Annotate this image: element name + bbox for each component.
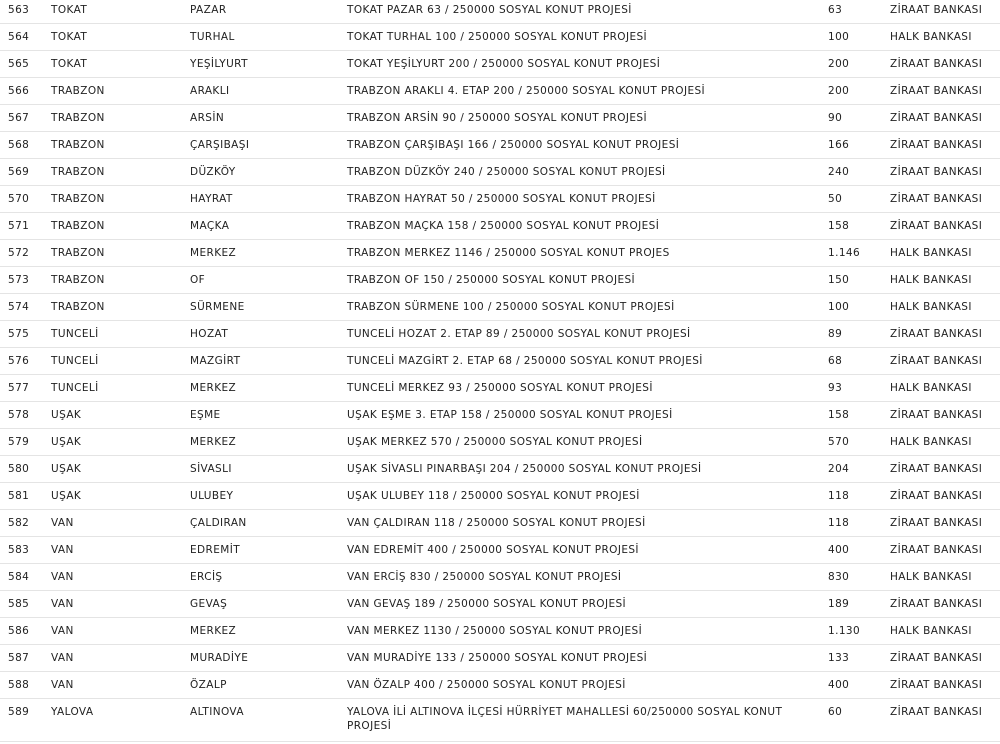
row-number: 580 <box>0 456 51 483</box>
row-number: 588 <box>0 672 51 699</box>
housing-count-cell: 166 <box>828 132 890 159</box>
district-cell: ARSİN <box>190 105 347 132</box>
bank-cell: HALK BANKASI <box>890 294 1000 321</box>
bank-cell: ZİRAAT BANKASI <box>890 402 1000 429</box>
project-name-cell: TOKAT TURHAL 100 / 250000 SOSYAL KONUT PROJESİ <box>347 24 828 51</box>
bank-cell: ZİRAAT BANKASI <box>890 51 1000 78</box>
province-cell: TRABZON <box>51 78 190 105</box>
housing-count-cell: 1.146 <box>828 240 890 267</box>
bank-cell: ZİRAAT BANKASI <box>890 348 1000 375</box>
province-cell: VAN <box>51 564 190 591</box>
housing-count-cell: 60 <box>828 699 890 742</box>
housing-count-cell: 158 <box>828 402 890 429</box>
bank-cell: HALK BANKASI <box>890 564 1000 591</box>
bank-cell: HALK BANKASI <box>890 618 1000 645</box>
row-number: 572 <box>0 240 51 267</box>
project-name-cell: TRABZON OF 150 / 250000 SOSYAL KONUT PROJESİ <box>347 267 828 294</box>
table-row <box>0 213 1000 240</box>
housing-count-cell: 200 <box>828 51 890 78</box>
district-cell: DÜZKÖY <box>190 159 347 186</box>
housing-count-cell: 133 <box>828 645 890 672</box>
housing-count-cell: 158 <box>828 213 890 240</box>
table-row <box>0 699 1000 742</box>
table-row <box>0 375 1000 402</box>
project-name-cell: VAN ÖZALP 400 / 250000 SOSYAL KONUT PROJESİ <box>347 672 828 699</box>
district-cell: MERKEZ <box>190 618 347 645</box>
province-cell: TRABZON <box>51 267 190 294</box>
table-row <box>0 510 1000 537</box>
row-number: 584 <box>0 564 51 591</box>
row-number: 589 <box>0 699 51 742</box>
table-row <box>0 159 1000 186</box>
province-cell: UŞAK <box>51 429 190 456</box>
project-name-cell: VAN GEVAŞ 189 / 250000 SOSYAL KONUT PROJESİ <box>347 591 828 618</box>
district-cell: HAYRAT <box>190 186 347 213</box>
province-cell: TOKAT <box>51 0 190 24</box>
district-cell: SİVASLI <box>190 456 347 483</box>
housing-count-cell: 400 <box>828 672 890 699</box>
project-name-cell: VAN EDREMİT 400 / 250000 SOSYAL KONUT PROJESİ <box>347 537 828 564</box>
table-row <box>0 240 1000 267</box>
district-cell: ALTINOVA <box>190 699 347 742</box>
row-number: 579 <box>0 429 51 456</box>
bank-cell: ZİRAAT BANKASI <box>890 186 1000 213</box>
row-number: 570 <box>0 186 51 213</box>
district-cell: HOZAT <box>190 321 347 348</box>
district-cell: ARAKLI <box>190 78 347 105</box>
project-name-cell: TRABZON HAYRAT 50 / 250000 SOSYAL KONUT PROJESİ <box>347 186 828 213</box>
province-cell: TRABZON <box>51 132 190 159</box>
district-cell: YEŞİLYURT <box>190 51 347 78</box>
table-row <box>0 51 1000 78</box>
table-row <box>0 186 1000 213</box>
housing-count-cell: 118 <box>828 510 890 537</box>
bank-cell: ZİRAAT BANKASI <box>890 510 1000 537</box>
project-name-cell: TRABZON MERKEZ 1146 / 250000 SOSYAL KONUT PROJES <box>347 240 828 267</box>
housing-count-cell: 830 <box>828 564 890 591</box>
project-name-cell: TOKAT PAZAR 63 / 250000 SOSYAL KONUT PROJESİ <box>347 0 828 24</box>
bank-cell: ZİRAAT BANKASI <box>890 78 1000 105</box>
row-number: 574 <box>0 294 51 321</box>
housing-count-cell: 68 <box>828 348 890 375</box>
housing-count-cell: 89 <box>828 321 890 348</box>
province-cell: VAN <box>51 591 190 618</box>
province-cell: UŞAK <box>51 483 190 510</box>
table-row <box>0 591 1000 618</box>
table-row <box>0 429 1000 456</box>
project-name-cell: UŞAK EŞME 3. ETAP 158 / 250000 SOSYAL KONUT PROJESİ <box>347 402 828 429</box>
row-number: 581 <box>0 483 51 510</box>
project-name-cell: TRABZON ARSİN 90 / 250000 SOSYAL KONUT PROJESİ <box>347 105 828 132</box>
bank-cell: ZİRAAT BANKASI <box>890 321 1000 348</box>
project-name-cell: TUNCELİ MERKEZ 93 / 250000 SOSYAL KONUT PROJESİ <box>347 375 828 402</box>
housing-count-cell: 1.130 <box>828 618 890 645</box>
housing-count-cell: 63 <box>828 0 890 24</box>
province-cell: TRABZON <box>51 294 190 321</box>
row-number: 577 <box>0 375 51 402</box>
row-number: 567 <box>0 105 51 132</box>
province-cell: TRABZON <box>51 213 190 240</box>
row-number: 566 <box>0 78 51 105</box>
row-number: 564 <box>0 24 51 51</box>
project-name-cell: TRABZON SÜRMENE 100 / 250000 SOSYAL KONUT PROJESİ <box>347 294 828 321</box>
district-cell: SÜRMENE <box>190 294 347 321</box>
province-cell: TUNCELİ <box>51 321 190 348</box>
housing-count-cell: 100 <box>828 294 890 321</box>
table-row <box>0 267 1000 294</box>
bank-cell: HALK BANKASI <box>890 375 1000 402</box>
project-name-cell: TUNCELİ HOZAT 2. ETAP 89 / 250000 SOSYAL KONUT PROJESİ <box>347 321 828 348</box>
district-cell: EŞME <box>190 402 347 429</box>
bank-cell: HALK BANKASI <box>890 240 1000 267</box>
row-number: 576 <box>0 348 51 375</box>
district-cell: EDREMİT <box>190 537 347 564</box>
bank-cell: ZİRAAT BANKASI <box>890 483 1000 510</box>
province-cell: TRABZON <box>51 105 190 132</box>
bank-cell: ZİRAAT BANKASI <box>890 159 1000 186</box>
row-number: 563 <box>0 0 51 24</box>
province-cell: UŞAK <box>51 456 190 483</box>
row-number: 586 <box>0 618 51 645</box>
project-name-cell: VAN MURADİYE 133 / 250000 SOSYAL KONUT PROJESİ <box>347 645 828 672</box>
project-name-cell: VAN ÇALDIRAN 118 / 250000 SOSYAL KONUT PROJESİ <box>347 510 828 537</box>
table-row <box>0 456 1000 483</box>
province-cell: TRABZON <box>51 186 190 213</box>
province-cell: VAN <box>51 537 190 564</box>
province-cell: VAN <box>51 618 190 645</box>
row-number: 583 <box>0 537 51 564</box>
table-row <box>0 483 1000 510</box>
province-cell: TRABZON <box>51 159 190 186</box>
row-number: 578 <box>0 402 51 429</box>
row-number: 568 <box>0 132 51 159</box>
table-row <box>0 672 1000 699</box>
table-row <box>0 537 1000 564</box>
housing-count-cell: 204 <box>828 456 890 483</box>
project-name-cell: VAN MERKEZ 1130 / 250000 SOSYAL KONUT PROJESİ <box>347 618 828 645</box>
housing-count-cell: 189 <box>828 591 890 618</box>
bank-cell: ZİRAAT BANKASI <box>890 699 1000 742</box>
district-cell: MAÇKA <box>190 213 347 240</box>
bank-cell: HALK BANKASI <box>890 24 1000 51</box>
bank-cell: ZİRAAT BANKASI <box>890 672 1000 699</box>
table-row <box>0 78 1000 105</box>
province-cell: TRABZON <box>51 240 190 267</box>
bank-cell: ZİRAAT BANKASI <box>890 105 1000 132</box>
bank-cell: ZİRAAT BANKASI <box>890 645 1000 672</box>
district-cell: ÇALDIRAN <box>190 510 347 537</box>
district-cell: MAZGİRT <box>190 348 347 375</box>
project-name-cell: VAN ERCİŞ 830 / 250000 SOSYAL KONUT PROJESİ <box>347 564 828 591</box>
table-row <box>0 0 1000 24</box>
housing-count-cell: 200 <box>828 78 890 105</box>
table-row <box>0 402 1000 429</box>
district-cell: MURADİYE <box>190 645 347 672</box>
bank-cell: ZİRAAT BANKASI <box>890 213 1000 240</box>
project-name-cell: UŞAK SİVASLI PINARBAŞI 204 / 250000 SOSYAL KONUT PROJESİ <box>347 456 828 483</box>
housing-count-cell: 150 <box>828 267 890 294</box>
row-number: 582 <box>0 510 51 537</box>
district-cell: MERKEZ <box>190 375 347 402</box>
province-cell: YALOVA <box>51 699 190 742</box>
bank-cell: ZİRAAT BANKASI <box>890 537 1000 564</box>
province-cell: TOKAT <box>51 51 190 78</box>
project-name-cell: TRABZON DÜZKÖY 240 / 250000 SOSYAL KONUT PROJESİ <box>347 159 828 186</box>
row-number: 587 <box>0 645 51 672</box>
bank-cell: ZİRAAT BANKASI <box>890 0 1000 24</box>
district-cell: ULUBEY <box>190 483 347 510</box>
project-name-cell: TRABZON MAÇKA 158 / 250000 SOSYAL KONUT PROJESİ <box>347 213 828 240</box>
table-row <box>0 24 1000 51</box>
row-number: 569 <box>0 159 51 186</box>
table-row <box>0 105 1000 132</box>
district-cell: OF <box>190 267 347 294</box>
district-cell: MERKEZ <box>190 240 347 267</box>
row-number: 571 <box>0 213 51 240</box>
housing-count-cell: 100 <box>828 24 890 51</box>
table-row <box>0 348 1000 375</box>
project-name-cell: TUNCELİ MAZGİRT 2. ETAP 68 / 250000 SOSYAL KONUT PROJESİ <box>347 348 828 375</box>
bank-cell: ZİRAAT BANKASI <box>890 132 1000 159</box>
bank-cell: ZİRAAT BANKASI <box>890 591 1000 618</box>
district-cell: MERKEZ <box>190 429 347 456</box>
district-cell: ÖZALP <box>190 672 347 699</box>
housing-count-cell: 118 <box>828 483 890 510</box>
project-name-cell: YALOVA İLİ ALTINOVA İLÇESİ HÜRRİYET MAHALLESİ 60/250000 SOSYAL KONUT PROJESİ <box>347 699 828 742</box>
district-cell: ÇARŞIBAŞI <box>190 132 347 159</box>
province-cell: TUNCELİ <box>51 375 190 402</box>
table-row <box>0 294 1000 321</box>
project-name-cell: TRABZON ÇARŞIBAŞI 166 / 250000 SOSYAL KONUT PROJESİ <box>347 132 828 159</box>
province-cell: VAN <box>51 510 190 537</box>
table-row <box>0 321 1000 348</box>
district-cell: GEVAŞ <box>190 591 347 618</box>
province-cell: VAN <box>51 645 190 672</box>
province-cell: TUNCELİ <box>51 348 190 375</box>
housing-count-cell: 570 <box>828 429 890 456</box>
bank-cell: HALK BANKASI <box>890 429 1000 456</box>
district-cell: TURHAL <box>190 24 347 51</box>
province-cell: UŞAK <box>51 402 190 429</box>
table-row <box>0 564 1000 591</box>
row-number: 585 <box>0 591 51 618</box>
row-number: 565 <box>0 51 51 78</box>
district-cell: ERCİŞ <box>190 564 347 591</box>
province-cell: TOKAT <box>51 24 190 51</box>
table-row <box>0 132 1000 159</box>
housing-count-cell: 400 <box>828 537 890 564</box>
housing-count-cell: 50 <box>828 186 890 213</box>
row-number: 573 <box>0 267 51 294</box>
housing-count-cell: 93 <box>828 375 890 402</box>
housing-count-cell: 240 <box>828 159 890 186</box>
project-name-cell: TOKAT YEŞİLYURT 200 / 250000 SOSYAL KONUT PROJESİ <box>347 51 828 78</box>
bank-cell: ZİRAAT BANKASI <box>890 456 1000 483</box>
row-number: 575 <box>0 321 51 348</box>
project-name-cell: TRABZON ARAKLI 4. ETAP 200 / 250000 SOSYAL KONUT PROJESİ <box>347 78 828 105</box>
bank-cell: HALK BANKASI <box>890 267 1000 294</box>
project-name-cell: UŞAK MERKEZ 570 / 250000 SOSYAL KONUT PROJESİ <box>347 429 828 456</box>
project-name-cell: UŞAK ULUBEY 118 / 250000 SOSYAL KONUT PROJESİ <box>347 483 828 510</box>
district-cell: PAZAR <box>190 0 347 24</box>
table-row <box>0 618 1000 645</box>
province-cell: VAN <box>51 672 190 699</box>
table-row <box>0 645 1000 672</box>
housing-count-cell: 90 <box>828 105 890 132</box>
